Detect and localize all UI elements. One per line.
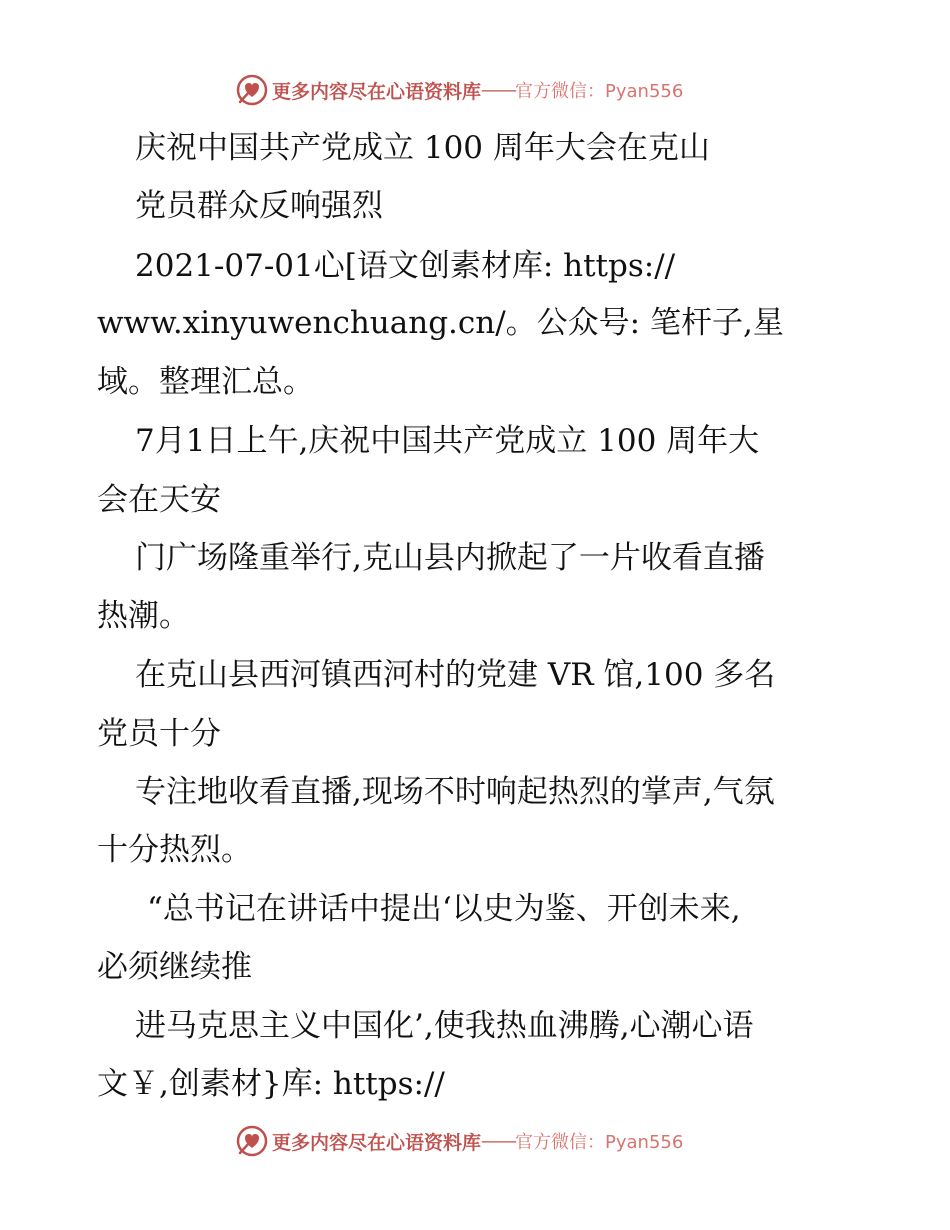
text-line: 门广场隆重举行,克山县内掀起了一片收看直播 <box>135 540 765 576</box>
banner-separator: —— <box>481 79 516 101</box>
banner-site-name: 更多内容尽在心语资料库 <box>272 1131 482 1154</box>
banner-separator: —— <box>481 1130 516 1152</box>
text-line: 在克山县西河镇西河村的党建 VR 馆,100 多名 <box>135 657 776 693</box>
text-line: 会在天安 <box>97 482 221 518</box>
text-line: 文￥,创素材}库: https:// <box>97 1066 445 1102</box>
banner-wechat-contact: 官方微信：Pyan556 <box>515 81 684 102</box>
heart-pen-logo-icon <box>236 1125 268 1157</box>
text-line: www.xinyuwenchuang.cn/。公众号: 笔杆子,星 <box>97 305 784 341</box>
text-line: 热潮。 <box>97 598 190 634</box>
text-line: 庆祝中国共产党成立 100 周年大会在克山 <box>135 130 710 166</box>
text-line: 必须继续推 <box>97 949 252 985</box>
text-line: 党员群众反响强烈 <box>135 188 383 224</box>
banner-site-name: 更多内容尽在心语资料库 <box>272 80 482 103</box>
heart-pen-logo-icon <box>236 74 268 106</box>
footer-watermark-banner <box>236 1124 716 1158</box>
text-line: 7月1日上午,庆祝中国共产党成立 100 周年大 <box>135 423 760 459</box>
text-line: 党员十分 <box>97 716 221 752</box>
text-line: 域。整理汇总。 <box>97 364 314 400</box>
text-line: “总书记在讲话中提出‘以史为鉴、开创未来, <box>147 891 741 927</box>
banner-wechat-contact: 官方微信：Pyan556 <box>515 1132 684 1153</box>
text-line: 进马克思主义中国化’,使我热血沸腾,心潮心语 <box>135 1008 754 1044</box>
text-line: 十分热烈。 <box>97 832 252 868</box>
text-line: 2021-07-01心[语文创素材库: https:// <box>135 248 676 284</box>
text-line: 专注地收看直播,现场不时响起热烈的掌声,气氛 <box>135 774 775 810</box>
header-watermark-banner <box>236 73 716 107</box>
